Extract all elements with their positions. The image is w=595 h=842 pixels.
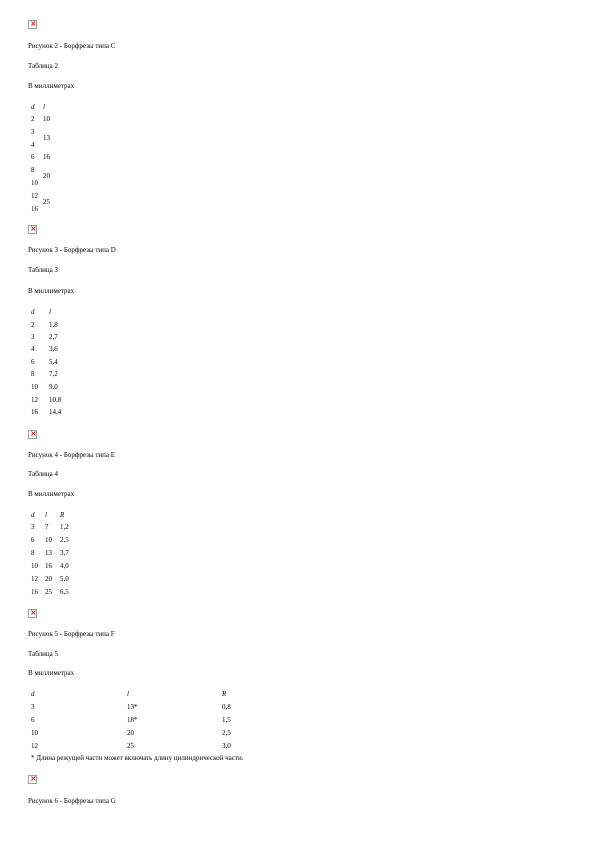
table-cell: 8: [31, 166, 35, 174]
table-title: Таблица 4: [28, 470, 58, 478]
table-cell: 8: [31, 370, 35, 378]
table-cell: 20: [45, 575, 52, 583]
table-cell: 20: [43, 172, 50, 180]
units-note: В миллиметрах: [28, 490, 75, 498]
table-cell: 14,4: [49, 408, 62, 416]
figure-caption: Рисунок 5 - Борфрезы типа F: [28, 630, 115, 638]
table-cell: 25: [45, 588, 52, 596]
table-cell: 3: [31, 128, 35, 136]
table-cell: 10: [43, 115, 50, 123]
table-cell: 3: [31, 523, 35, 531]
table-cell: 16: [43, 153, 50, 161]
table-cell: 16: [31, 588, 38, 596]
table-cell: 6: [31, 153, 35, 161]
units-note: В миллиметрах: [28, 669, 75, 677]
table-cell: 10: [31, 729, 38, 737]
table-cell: 3,6: [49, 345, 58, 353]
column-header-l: l: [49, 308, 51, 316]
table-cell: 16: [45, 562, 52, 570]
table-cell: 8: [31, 549, 35, 557]
table-cell: 16: [31, 205, 38, 213]
table-cell: 1,8: [49, 321, 58, 329]
table-cell: 16: [31, 408, 38, 416]
table-cell: 2,5: [222, 729, 231, 737]
table-cell: 3: [31, 333, 35, 341]
figure-caption: Рисунок 6 - Борфрезы типа G: [28, 797, 116, 805]
table-cell: 2,5: [60, 536, 69, 544]
table-cell: 3,0: [222, 742, 231, 750]
table-cell: 6: [31, 536, 35, 544]
table-cell: 7: [45, 523, 49, 531]
table-cell: 1,5: [222, 716, 231, 724]
table-cell: 12: [31, 396, 38, 404]
units-note: В миллиметрах: [28, 287, 75, 295]
broken-image-icon: [28, 225, 37, 234]
table-cell: 13*: [127, 703, 138, 711]
table-cell: 12: [31, 192, 38, 200]
table-cell: 0,8: [222, 703, 231, 711]
table-cell: 5,0: [60, 575, 69, 583]
column-header-r: R: [60, 511, 65, 519]
table-cell: 3,7: [60, 549, 69, 557]
table-cell: 10: [31, 383, 38, 391]
table-cell: 4,0: [60, 562, 69, 570]
figure-caption: Рисунок 3 - Борфрезы типа D: [28, 246, 116, 254]
table-cell: 6,5: [60, 588, 69, 596]
broken-image-icon: [28, 609, 37, 618]
broken-image-icon: [28, 775, 37, 784]
table-cell: 6: [31, 716, 35, 724]
table-cell: 2,7: [49, 333, 58, 341]
units-note: В миллиметрах: [28, 82, 75, 90]
table-cell: 10: [31, 562, 38, 570]
table-cell: 3: [31, 703, 35, 711]
table-cell: 13: [43, 134, 50, 142]
table-cell: 10,8: [49, 396, 62, 404]
column-header-d: d: [31, 690, 35, 698]
table-cell: 2: [31, 115, 35, 123]
table-cell: 7,2: [49, 370, 58, 378]
table-cell: 9,0: [49, 383, 58, 391]
figure-caption: Рисунок 4 - Борфрезы типа Е: [28, 451, 116, 459]
broken-image-icon: [28, 430, 37, 439]
table-cell: 12: [31, 575, 38, 583]
table-cell: 4: [31, 345, 35, 353]
table-cell: 20: [127, 729, 134, 737]
broken-image-icon: [28, 20, 37, 29]
table-cell: 1,2: [60, 523, 69, 531]
figure-caption: Рисунок 2 - Борфрезы типа С: [28, 42, 116, 50]
column-header-d: d: [31, 103, 35, 111]
table-cell: 25: [43, 198, 50, 206]
column-header-l: l: [127, 690, 129, 698]
column-header-d: d: [31, 308, 35, 316]
column-header-l: l: [43, 103, 45, 111]
column-header-l: l: [45, 511, 47, 519]
table-cell: 18*: [127, 716, 138, 724]
table-title: Таблица 5: [28, 650, 58, 658]
column-header-d: d: [31, 511, 35, 519]
table-cell: 12: [31, 742, 38, 750]
table-title: Таблица 3: [28, 266, 58, 274]
table-cell: 25: [127, 742, 134, 750]
table-cell: 10: [31, 179, 38, 187]
table-cell: 13: [45, 549, 52, 557]
table-cell: 2: [31, 321, 35, 329]
table-title: Таблица 2: [28, 62, 58, 70]
table-cell: 5,4: [49, 358, 58, 366]
table-cell: 6: [31, 358, 35, 366]
column-header-r: R: [222, 690, 227, 698]
table-cell: 10: [45, 536, 52, 544]
table-cell: 4: [31, 141, 35, 149]
table-footnote: * Длина режущей части может включать длину цилиндрической части.: [31, 754, 244, 762]
